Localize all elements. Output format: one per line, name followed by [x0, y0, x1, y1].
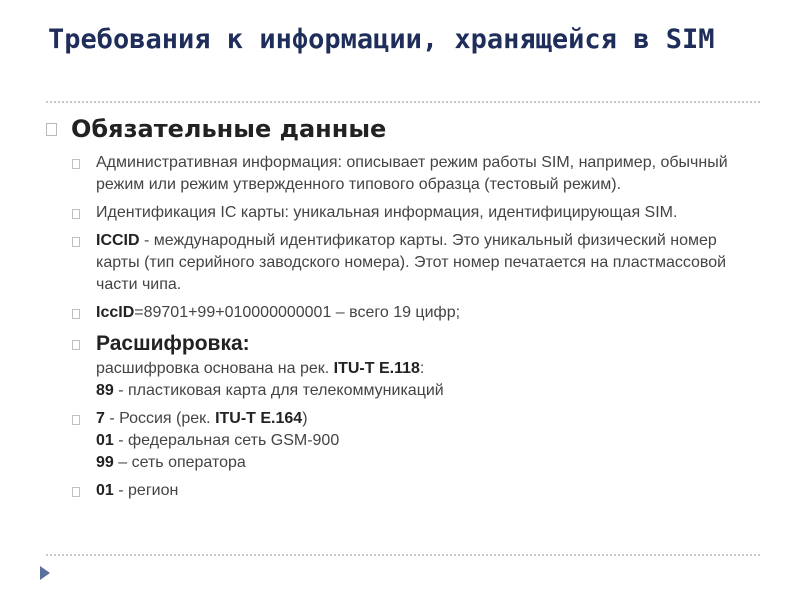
bullet-icon: [72, 487, 80, 497]
bullet-icon: [46, 123, 57, 136]
list-item: [72, 330, 732, 402]
bullet-icon: [72, 209, 80, 219]
item-term: 01: [96, 432, 114, 449]
list-item: [72, 480, 732, 502]
bullet-icon: [72, 159, 80, 169]
item-text: – сеть оператора: [113, 454, 246, 471]
list-item: [72, 202, 732, 224]
item-text: - федеральная сеть GSM-900: [113, 432, 340, 449]
item-term: 89: [96, 382, 114, 399]
decoding-line: [96, 358, 732, 380]
bullet-icon: [72, 237, 80, 247]
decoding-line: [96, 380, 732, 402]
footer-divider: [46, 554, 760, 556]
list-item: [72, 408, 732, 474]
item-term: 99: [96, 454, 114, 471]
item-term: ITU-T E.164: [215, 410, 303, 427]
item-text: Административная информация: описывает режим работы SIM, например, обычный режим или режим утвержденного типового образца (тестовый режим).: [96, 154, 728, 193]
list-item: [72, 302, 732, 324]
item-text: - Россия (рек.: [104, 410, 216, 427]
section-heading-text: Обязательные данные: [71, 115, 387, 143]
play-arrow-icon: [40, 566, 50, 580]
bullet-icon: [72, 415, 80, 425]
bullet-icon: [72, 340, 80, 350]
decoding-heading: Расшифровка:: [96, 332, 250, 355]
bullet-icon: [72, 309, 80, 319]
title-divider: [46, 101, 760, 103]
item-text: =89701+99+010000000001 – всего 19 цифр;: [134, 304, 461, 321]
item-text: - пластиковая карта для телекоммуникаций: [113, 382, 444, 399]
item-text: - международный идентификатор карты. Это уникальный физический номер карты (тип серийного заводского номера). Этот номер печатается на пластмассовой части чипа.: [96, 232, 727, 293]
item-term: 7: [96, 410, 105, 427]
decoding-line: [96, 452, 732, 474]
item-text: ): [302, 410, 308, 427]
slide-title: Требования к информации, хранящейся в SIM: [48, 24, 715, 55]
decoding-line: [96, 430, 732, 452]
item-term: ICCID: [96, 232, 140, 249]
section-heading: [46, 115, 386, 143]
bullet-list: [72, 152, 732, 508]
item-text: :: [419, 360, 425, 377]
item-term: 01: [96, 482, 114, 499]
decoding-line: [96, 408, 732, 430]
item-term: ITU-T E.118: [333, 360, 420, 377]
item-text: расшифровка основана на рек.: [96, 360, 334, 377]
item-text: - регион: [113, 482, 179, 499]
item-term: IccID: [96, 304, 135, 321]
list-item: [72, 230, 732, 296]
item-text: Идентификация IC карты: уникальная информация, идентифицирующая SIM.: [96, 204, 678, 221]
list-item: [72, 152, 732, 196]
